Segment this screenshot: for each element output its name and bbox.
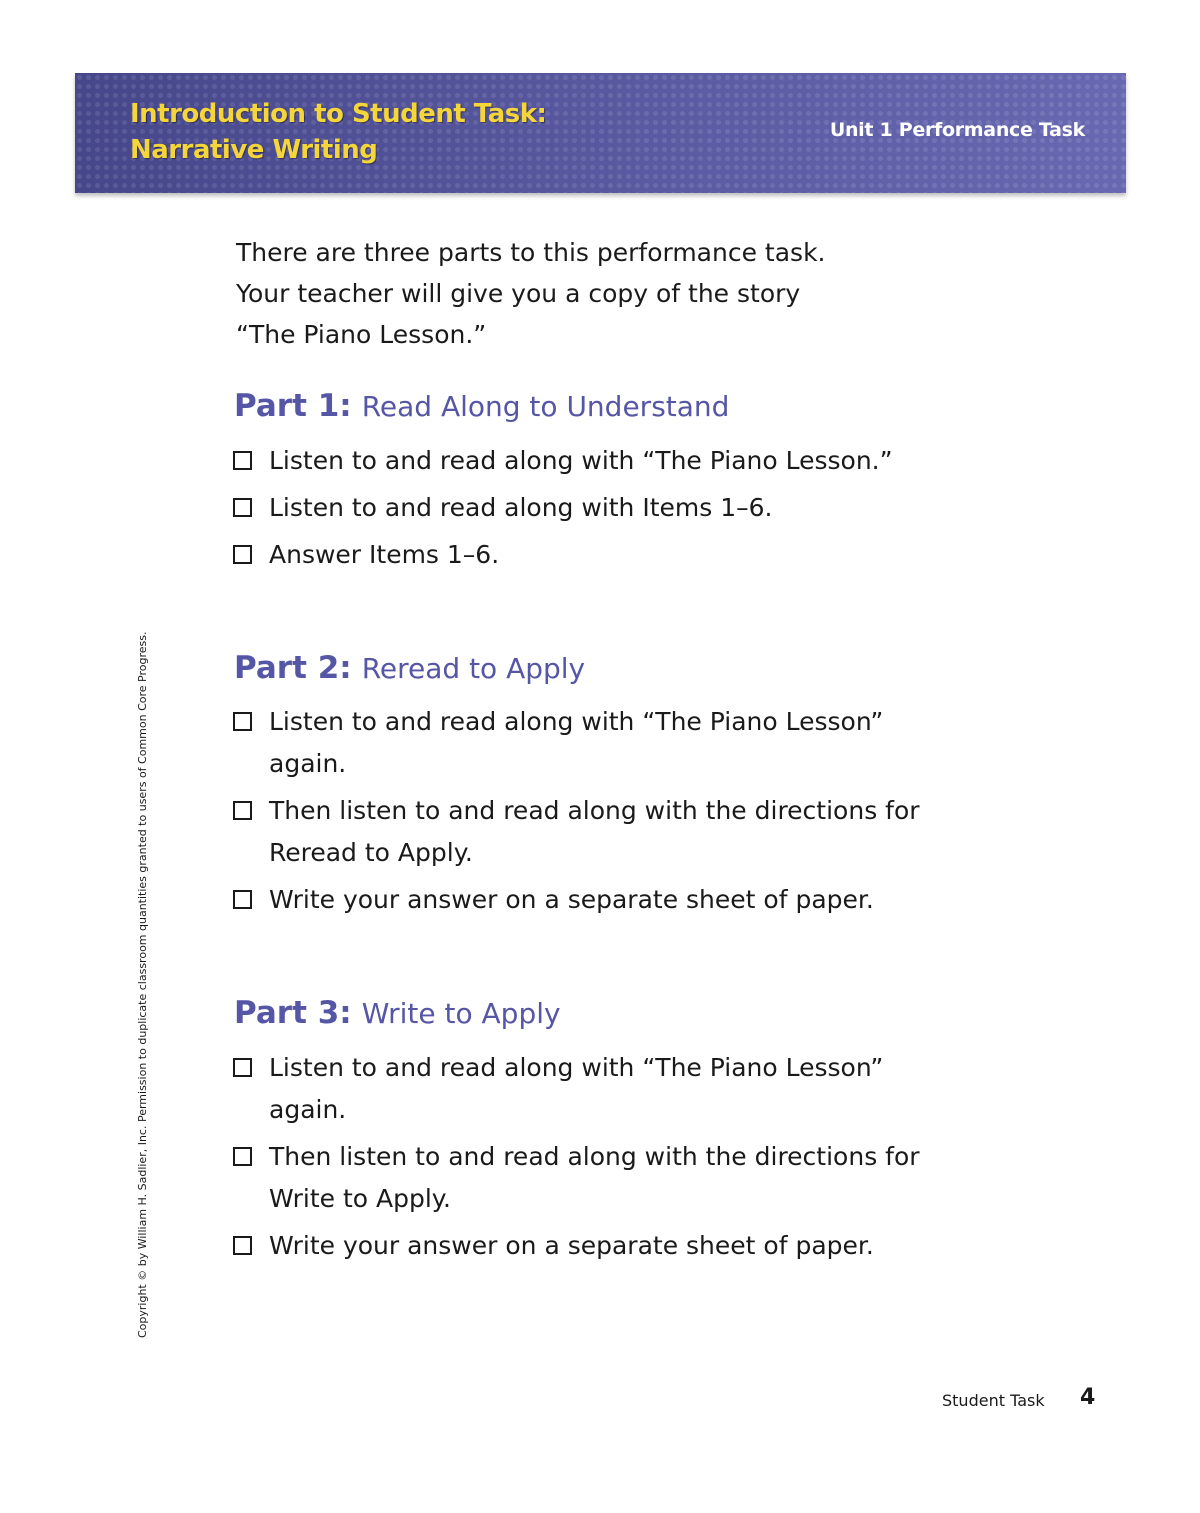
task-item <box>233 487 963 529</box>
empty-checkbox-icon[interactable] <box>233 1147 252 1166</box>
empty-checkbox-icon[interactable] <box>233 712 252 731</box>
task-text: Listen to and read along with “The Piano Lesson.” <box>269 446 893 475</box>
part-3-task-list <box>233 1047 963 1272</box>
intro-text <box>236 232 936 355</box>
empty-checkbox-icon[interactable] <box>233 1236 252 1255</box>
part-2-task-list <box>233 701 963 926</box>
task-text: Listen to and read along with “The Piano Lesson” again. <box>269 1053 884 1124</box>
task-item <box>233 1047 963 1131</box>
empty-checkbox-icon[interactable] <box>233 545 252 564</box>
task-subtitle: Narrative Writing <box>130 135 378 165</box>
footer-label: Student Task <box>942 1391 1045 1410</box>
task-item <box>233 790 963 874</box>
empty-checkbox-icon[interactable] <box>233 890 252 909</box>
empty-checkbox-icon[interactable] <box>233 451 252 470</box>
part-number: Part 1: <box>234 388 352 424</box>
part-number: Part 3: <box>234 995 352 1031</box>
task-text: Answer Items 1–6. <box>269 540 500 569</box>
task-item <box>233 701 963 785</box>
task-text: Listen to and read along with Items 1–6. <box>269 493 773 522</box>
task-item <box>233 440 963 482</box>
intro-line: There are three parts to this performance task. <box>236 238 826 267</box>
part-number: Part 2: <box>234 650 352 686</box>
empty-checkbox-icon[interactable] <box>233 498 252 517</box>
task-text: Then listen to and read along with the directions for Write to Apply. <box>269 1142 920 1213</box>
empty-checkbox-icon[interactable] <box>233 1058 252 1077</box>
unit-label: Unit 1 Performance Task <box>829 119 1085 141</box>
task-text: Listen to and read along with “The Piano Lesson” again. <box>269 707 884 778</box>
intro-line: Your teacher will give you a copy of the story <box>236 279 801 308</box>
part-1-heading <box>234 388 729 424</box>
task-text: Write your answer on a separate sheet of paper. <box>269 1231 874 1260</box>
copyright-notice: Copyright © by William H. Sadlier, Inc. Permission to duplicate classroom quantities granted to users of Common Core Progress. <box>136 631 149 1338</box>
empty-checkbox-icon[interactable] <box>233 801 252 820</box>
page-number: 4 <box>1080 1385 1096 1410</box>
task-text: Write your answer on a separate sheet of paper. <box>269 885 874 914</box>
part-2-heading <box>234 650 585 686</box>
intro-line: “The Piano Lesson.” <box>236 320 487 349</box>
task-item <box>233 879 963 921</box>
part-name: Write to Apply <box>361 997 561 1030</box>
header-banner <box>75 73 1126 193</box>
part-3-heading <box>234 995 561 1031</box>
part-name: Read Along to Understand <box>361 390 730 423</box>
task-title: Introduction to Student Task: <box>130 99 547 129</box>
task-text: Then listen to and read along with the directions for Reread to Apply. <box>269 796 920 867</box>
part-name: Reread to Apply <box>361 652 586 685</box>
task-item <box>233 1136 963 1220</box>
part-1-task-list <box>233 440 963 581</box>
task-item <box>233 534 963 576</box>
task-item <box>233 1225 963 1267</box>
